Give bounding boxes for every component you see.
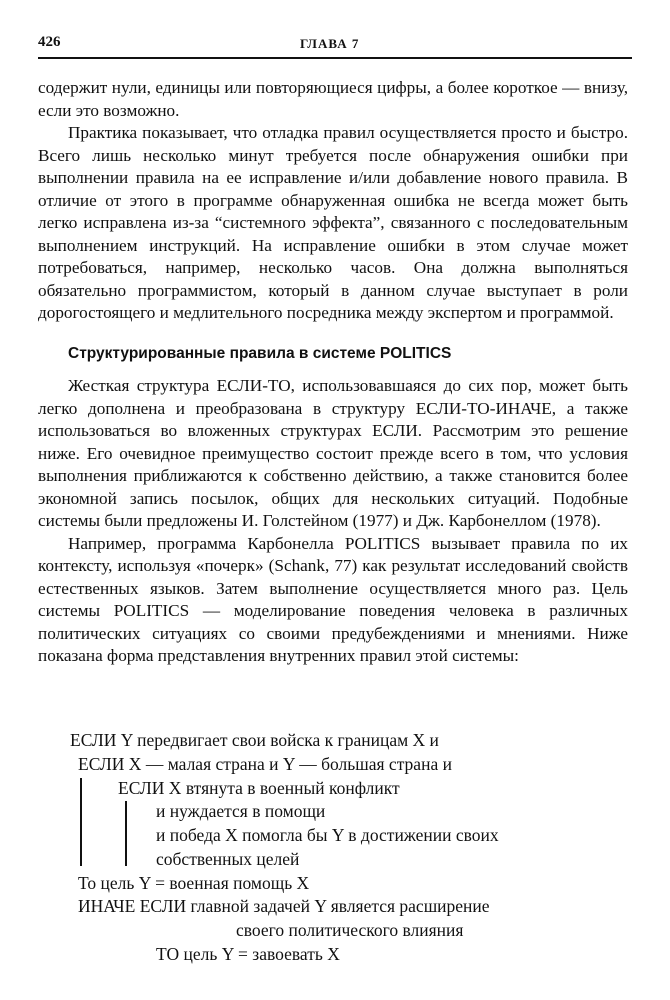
- rule-line: ЕСЛИ X — малая страна и Y — большая страна и: [78, 754, 452, 774]
- running-header: [38, 30, 632, 52]
- rule-line: ЕСЛИ X втянута в военный конфликт: [118, 778, 400, 798]
- rule-line: и нуждается в помощи: [156, 801, 326, 821]
- rule-line: ЕСЛИ Y передвигает свои войска к границам X и: [70, 730, 439, 750]
- header-rule: [38, 57, 632, 59]
- nesting-bar: [80, 778, 82, 866]
- paragraph: Жесткая структура ЕСЛИ-ТО, использовавшаяся до сих пор, может быть легко дополнена и преобразована в структуру ЕСЛИ-ТО-ИНАЧЕ, а также использоваться во вложенных структурах ЕСЛИ. Рассмотрим это решение ниже. Его очевидное преимущество состоит прежде всего в том, что условия выполнения приближаются к собственно действию, а также становится более экономной запись посылок, общих для нескольких ситуаций. Подобные системы были предложены И. Голстейном (1977) и Дж. Карбонеллом (1978).: [38, 376, 628, 530]
- rule-line: своего политического влияния: [236, 920, 464, 940]
- rule-line: и победа X помогла бы Y в достижении своих: [156, 825, 499, 845]
- paragraph: содержит нули, единицы или повторяющиеся цифры, а более короткое — внизу, если это возможно.: [38, 78, 628, 120]
- rule-line: ТО цель Y = завоевать X: [156, 944, 340, 964]
- nesting-bar: [125, 801, 127, 866]
- paragraph: Например, программа Карбонелла POLITICS вызывает правила по их контексту, используя «почерк» (Schank, 77) как результат исследований свойств естественных языков. Затем выполнение осуществляется много раз. Цель системы POLITICS — моделирование поведения человека в различных политических ситуациях со своими предубеждениями и мнениями. Ниже показана форма представления внутренних правил этой системы:: [38, 533, 628, 665]
- rule-line: То цель Y = военная помощь X: [78, 873, 310, 893]
- rule-line: ИНАЧЕ ЕСЛИ главной задачей Y является расширение: [78, 896, 490, 916]
- paragraph: Практика показывает, что отладка правил осуществляется просто и быстро. Всего лишь несколько минут требуется после обнаружения ошибки при выполнении правила на ее исправление и/или добавление нового правила. В отличие от этого в программе обнаруженная ошибка не всегда может быть легко исправлена из-за “системного эффекта”, связанного с последовательным выполнением инструкций. На исправление ошибки в этом случае может потребоваться, например, несколько часов. Она должна выполняться обязательно программистом, который в данном случае выступает в роли дорогостоящего и медлительного посредника между экспертом и программой.: [38, 123, 628, 322]
- rule-line: собственных целей: [156, 849, 300, 869]
- section-title: Структурированные правила в системе POLITICS: [68, 344, 452, 362]
- page-number: 426: [38, 34, 61, 50]
- chapter-title: ГЛАВА 7: [300, 36, 360, 51]
- body-text: [38, 77, 628, 668]
